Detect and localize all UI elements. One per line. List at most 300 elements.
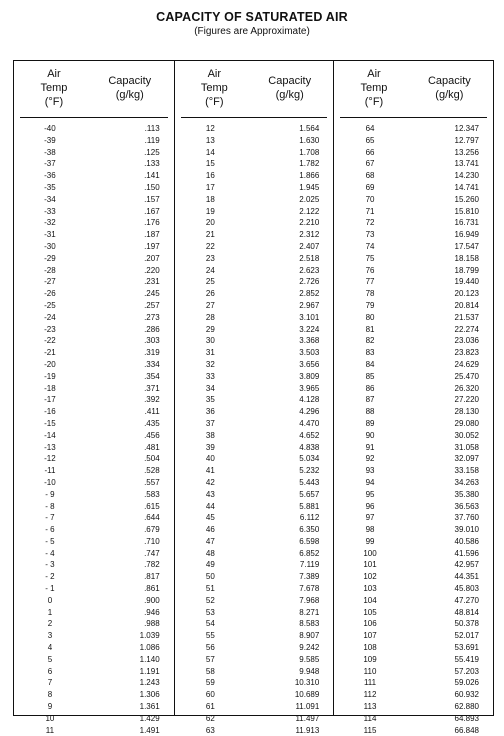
temp-cell: 62 xyxy=(205,713,215,723)
capacity-cell: 52.017 xyxy=(454,631,479,641)
temp-cell: 39 xyxy=(205,442,215,452)
table-row xyxy=(14,206,174,218)
table-row xyxy=(334,276,493,288)
capacity-cell: .528 xyxy=(144,466,160,476)
temp-cell: 16 xyxy=(205,171,215,181)
capacity-cell: 21.537 xyxy=(454,312,479,322)
temp-cell: 63 xyxy=(205,725,215,735)
temp-cell: 61 xyxy=(205,702,215,712)
table-row xyxy=(14,158,174,170)
temp-cell: 109 xyxy=(363,654,377,664)
table-row xyxy=(14,300,174,312)
capacity-cell: 17.547 xyxy=(454,241,479,251)
temp-cell: 112 xyxy=(363,690,377,700)
capacity-cell: 7.389 xyxy=(299,572,320,582)
temp-cell: -11 xyxy=(44,466,56,476)
table-row xyxy=(334,406,493,418)
capacity-cell: 47.270 xyxy=(454,595,479,605)
temp-cell: 51 xyxy=(205,584,215,594)
table-row xyxy=(334,418,493,430)
temp-cell: -17 xyxy=(44,395,56,405)
capacity-cell: 1.361 xyxy=(139,702,160,712)
capacity-cell: .900 xyxy=(144,595,160,605)
table-row xyxy=(334,371,493,383)
table-row xyxy=(334,123,493,135)
page-title: CAPACITY OF SATURATED AIR xyxy=(156,10,348,24)
capacity-cell: 30.052 xyxy=(454,430,479,440)
temp-cell: 53 xyxy=(205,607,215,617)
temp-cell: 76 xyxy=(365,265,375,275)
temp-cell: -19 xyxy=(44,371,56,381)
temp-cell: 57 xyxy=(205,654,215,664)
capacity-cell: 3.368 xyxy=(299,336,320,346)
temp-cell: 83 xyxy=(365,348,375,358)
table-row xyxy=(334,607,493,619)
temp-cell: 97 xyxy=(365,513,375,523)
capacity-cell: 2.726 xyxy=(299,277,320,287)
capacity-cell: 20.814 xyxy=(454,300,479,310)
table-row xyxy=(334,347,493,359)
capacity-cell: 31.058 xyxy=(454,442,479,452)
capacity-cell: 64.893 xyxy=(454,713,479,723)
capacity-cell: 40.586 xyxy=(454,536,479,546)
temp-cell: 9 xyxy=(47,702,53,712)
capacity-cell: 57.203 xyxy=(454,666,479,676)
temp-cell: 6 xyxy=(47,666,53,676)
temp-cell: 13 xyxy=(205,135,215,145)
temp-cell: 64 xyxy=(365,124,375,133)
temp-cell: 10 xyxy=(45,713,55,723)
temp-cell: 104 xyxy=(363,595,377,605)
temp-cell: 96 xyxy=(365,501,375,511)
temp-cell: 69 xyxy=(365,182,375,192)
temp-cell: 26 xyxy=(205,289,215,299)
capacity-cell: .245 xyxy=(144,289,160,299)
table-row xyxy=(14,194,174,206)
temp-cell: -26 xyxy=(44,289,56,299)
table-row xyxy=(175,595,334,607)
table-row xyxy=(14,170,174,182)
temp-cell: -20 xyxy=(44,359,56,369)
temp-cell: - 8 xyxy=(45,501,55,511)
capacity-cell: 5.034 xyxy=(299,454,320,464)
table-row xyxy=(14,677,174,689)
capacity-cell: 4.652 xyxy=(299,430,320,440)
table-row xyxy=(175,312,334,324)
capacity-column-header: Capacity (g/kg) xyxy=(108,75,152,101)
table-row xyxy=(334,300,493,312)
table-row xyxy=(175,359,334,371)
temp-cell: 12 xyxy=(205,124,215,133)
capacity-cell: .125 xyxy=(144,147,160,157)
capacity-cell: 10.310 xyxy=(294,678,320,688)
capacity-cell: 3.101 xyxy=(299,312,320,322)
table-row xyxy=(14,524,174,536)
capacity-cell: .113 xyxy=(144,124,160,133)
table-row xyxy=(334,253,493,265)
temp-cell: - 6 xyxy=(45,525,55,535)
table-row xyxy=(175,571,334,583)
temp-cell: 81 xyxy=(365,324,375,334)
capacity-cell: 2.623 xyxy=(299,265,320,275)
capacity-cell: 1.429 xyxy=(139,713,160,723)
capacity-column-header: Capacity (g/kg) xyxy=(268,75,312,101)
capacity-cell: .456 xyxy=(144,430,160,440)
capacity-cell: 23.036 xyxy=(454,336,479,346)
capacity-table xyxy=(13,60,494,735)
capacity-cell: 15.810 xyxy=(454,206,479,216)
table-row xyxy=(175,182,334,194)
temp-cell: 11 xyxy=(45,725,55,735)
temp-column-header: Air Temp (°F) xyxy=(40,68,68,108)
temp-cell: 40 xyxy=(205,454,215,464)
table-row xyxy=(334,595,493,607)
capacity-cell: .207 xyxy=(144,253,160,263)
temp-cell: 60 xyxy=(205,690,215,700)
table-row xyxy=(14,642,174,654)
temp-cell: 100 xyxy=(363,548,377,558)
temp-cell: 79 xyxy=(365,300,375,310)
table-row xyxy=(334,394,493,406)
capacity-cell: 1.086 xyxy=(139,643,160,653)
capacity-cell: 9.948 xyxy=(299,666,320,676)
temp-cell: 47 xyxy=(205,536,215,546)
capacity-cell: 29.080 xyxy=(454,418,479,428)
temp-cell: 27 xyxy=(205,300,215,310)
table-row xyxy=(334,501,493,513)
temp-cell: -25 xyxy=(44,300,56,310)
temp-cell: 30 xyxy=(205,336,215,346)
table-row xyxy=(175,501,334,513)
table-row xyxy=(14,477,174,489)
table-row xyxy=(334,324,493,336)
temp-cell: 0 xyxy=(47,595,53,605)
table-row xyxy=(175,406,334,418)
capacity-cell: 1.306 xyxy=(139,690,160,700)
temp-cell: 43 xyxy=(205,489,215,499)
table-row xyxy=(14,383,174,395)
capacity-cell: 8.271 xyxy=(299,607,320,617)
table-row xyxy=(175,618,334,630)
table-row xyxy=(175,430,334,442)
capacity-cell: .303 xyxy=(144,336,160,346)
table-row xyxy=(334,489,493,501)
capacity-cell: 10.689 xyxy=(294,690,320,700)
capacity-cell: 26.320 xyxy=(454,383,479,393)
temp-cell: 42 xyxy=(205,477,215,487)
temp-cell: - 3 xyxy=(45,560,55,570)
table-row xyxy=(14,536,174,548)
capacity-cell: .504 xyxy=(144,454,160,464)
temp-cell: 8 xyxy=(47,690,53,700)
table-row xyxy=(175,324,334,336)
table-row xyxy=(14,288,174,300)
capacity-cell: 3.224 xyxy=(299,324,320,334)
table-row xyxy=(175,335,334,347)
table-row xyxy=(14,276,174,288)
capacity-cell: 18.158 xyxy=(454,253,479,263)
temp-cell: -37 xyxy=(44,159,56,169)
table-group-1 xyxy=(14,61,174,735)
capacity-cell: 28.130 xyxy=(454,407,479,417)
temp-cell: 3 xyxy=(47,631,53,641)
capacity-cell: 41.596 xyxy=(454,548,479,558)
table-row xyxy=(14,583,174,595)
table-row xyxy=(14,489,174,501)
temp-cell: 1 xyxy=(47,607,53,617)
capacity-cell: 2.312 xyxy=(299,230,320,240)
capacity-cell: 1.191 xyxy=(139,666,160,676)
temp-cell: -39 xyxy=(44,135,56,145)
temp-cell: 17 xyxy=(205,182,215,192)
table-row xyxy=(175,288,334,300)
temp-cell: -34 xyxy=(44,194,56,204)
temp-cell: 22 xyxy=(205,241,215,251)
capacity-cell: 23.823 xyxy=(454,348,479,358)
table-row xyxy=(14,123,174,135)
table-row xyxy=(175,453,334,465)
temp-cell: -23 xyxy=(44,324,56,334)
temp-cell: 68 xyxy=(365,171,375,181)
temp-cell: 14 xyxy=(205,147,215,157)
temp-cell: 95 xyxy=(365,489,375,499)
temp-cell: -33 xyxy=(44,206,56,216)
capacity-cell: .679 xyxy=(144,525,160,535)
table-row xyxy=(175,394,334,406)
capacity-cell: 25.470 xyxy=(454,371,479,381)
table-row xyxy=(14,135,174,147)
table-row xyxy=(334,477,493,489)
table-row xyxy=(14,324,174,336)
capacity-cell: 3.809 xyxy=(299,371,320,381)
table-row xyxy=(175,158,334,170)
table-row xyxy=(14,217,174,229)
table-row xyxy=(175,701,334,713)
capacity-cell: .167 xyxy=(144,206,160,216)
capacity-cell: 4.838 xyxy=(299,442,320,452)
capacity-cell: 22.274 xyxy=(454,324,479,334)
table-rows xyxy=(175,123,334,736)
table-row xyxy=(334,288,493,300)
capacity-cell: 20.123 xyxy=(454,289,479,299)
group-header xyxy=(175,61,334,117)
capacity-cell: 11.497 xyxy=(295,713,320,723)
temp-cell: -14 xyxy=(44,430,56,440)
capacity-cell: 16.731 xyxy=(454,218,479,228)
capacity-cell: 8.907 xyxy=(299,631,320,641)
table-row xyxy=(334,229,493,241)
temp-cell: 110 xyxy=(363,666,377,676)
capacity-cell: .782 xyxy=(144,560,160,570)
capacity-cell: 2.967 xyxy=(299,300,320,310)
temp-cell: 65 xyxy=(365,135,375,145)
table-row xyxy=(334,442,493,454)
table-row xyxy=(14,347,174,359)
temp-cell: 71 xyxy=(365,206,375,216)
temp-cell: 93 xyxy=(365,466,375,476)
temp-cell: 48 xyxy=(205,548,215,558)
temp-column-header: Air Temp (°F) xyxy=(200,68,228,108)
table-row xyxy=(334,158,493,170)
table-row xyxy=(334,512,493,524)
temp-cell: 34 xyxy=(205,383,215,393)
table-row xyxy=(334,630,493,642)
capacity-cell: .644 xyxy=(144,513,160,523)
capacity-cell: 4.296 xyxy=(299,407,320,417)
table-row xyxy=(334,725,493,736)
table-row xyxy=(14,442,174,454)
temp-cell: 99 xyxy=(365,536,375,546)
table-row xyxy=(175,217,334,229)
capacity-cell: 9.585 xyxy=(299,654,320,664)
capacity-cell: .157 xyxy=(144,194,160,204)
temp-cell: 55 xyxy=(205,631,215,641)
table-row xyxy=(175,123,334,135)
capacity-cell: 3.965 xyxy=(299,383,320,393)
temp-cell: -32 xyxy=(44,218,56,228)
capacity-column-header: Capacity (g/kg) xyxy=(427,75,471,101)
temp-cell: 29 xyxy=(205,324,215,334)
temp-cell: -38 xyxy=(44,147,56,157)
capacity-cell: 6.112 xyxy=(299,513,320,523)
table-row xyxy=(334,170,493,182)
table-row xyxy=(175,713,334,725)
table-row xyxy=(334,430,493,442)
table-row xyxy=(175,477,334,489)
capacity-cell: .615 xyxy=(144,501,160,511)
temp-cell: -10 xyxy=(44,477,56,487)
capacity-cell: 27.220 xyxy=(454,395,479,405)
temp-cell: 28 xyxy=(205,312,215,322)
capacity-cell: 1.866 xyxy=(299,171,320,181)
temp-cell: -22 xyxy=(44,336,56,346)
temp-cell: - 9 xyxy=(45,489,55,499)
capacity-cell: 1.039 xyxy=(139,631,160,641)
temp-cell: 87 xyxy=(365,395,375,405)
temp-cell: 78 xyxy=(365,289,375,299)
capacity-cell: 8.583 xyxy=(299,619,320,629)
temp-cell: 21 xyxy=(205,230,215,240)
table-row xyxy=(14,253,174,265)
capacity-cell: 1.782 xyxy=(299,159,320,169)
temp-cell: 114 xyxy=(363,713,377,723)
capacity-cell: .371 xyxy=(144,383,160,393)
temp-cell: -12 xyxy=(44,454,56,464)
capacity-cell: .286 xyxy=(144,324,160,334)
table-row xyxy=(14,548,174,560)
temp-cell: -16 xyxy=(44,407,56,417)
table-row xyxy=(14,713,174,725)
table-row xyxy=(175,642,334,654)
temp-cell: 98 xyxy=(365,525,375,535)
table-row xyxy=(14,666,174,678)
table-row xyxy=(334,713,493,725)
capacity-cell: 7.968 xyxy=(299,595,320,605)
temp-cell: 36 xyxy=(205,407,215,417)
table-row xyxy=(334,701,493,713)
capacity-cell: .583 xyxy=(144,489,160,499)
temp-cell: -24 xyxy=(44,312,56,322)
table-row xyxy=(334,312,493,324)
temp-cell: -15 xyxy=(44,418,56,428)
capacity-cell: 13.741 xyxy=(454,159,479,169)
temp-cell: 88 xyxy=(365,407,375,417)
temp-column-header: Air Temp (°F) xyxy=(360,68,388,108)
capacity-cell: .481 xyxy=(144,442,160,452)
capacity-cell: .747 xyxy=(144,548,160,558)
temp-cell: -29 xyxy=(44,253,56,263)
table-group-2 xyxy=(174,61,334,735)
table-row xyxy=(175,383,334,395)
temp-cell: 66 xyxy=(365,147,375,157)
table-row xyxy=(14,371,174,383)
header-divider xyxy=(340,117,487,118)
capacity-cell: 62.880 xyxy=(454,702,479,712)
table-row xyxy=(14,559,174,571)
capacity-cell: 6.852 xyxy=(299,548,320,558)
table-row xyxy=(334,666,493,678)
table-row xyxy=(14,453,174,465)
temp-cell: 102 xyxy=(363,572,377,582)
table-row xyxy=(14,394,174,406)
table-row xyxy=(175,512,334,524)
table-row xyxy=(175,276,334,288)
temp-cell: 24 xyxy=(205,265,215,275)
capacity-cell: 5.232 xyxy=(299,466,320,476)
temp-cell: -21 xyxy=(44,348,56,358)
temp-cell: 44 xyxy=(205,501,215,511)
capacity-cell: 11.913 xyxy=(295,725,320,735)
temp-cell: 106 xyxy=(363,619,377,629)
table-row xyxy=(14,312,174,324)
temp-cell: 7 xyxy=(47,678,53,688)
table-row xyxy=(175,725,334,736)
table-row xyxy=(175,371,334,383)
table-row xyxy=(334,548,493,560)
table-row xyxy=(334,206,493,218)
capacity-cell: 6.350 xyxy=(299,525,320,535)
temp-cell: 37 xyxy=(205,418,215,428)
table-row xyxy=(175,194,334,206)
table-row xyxy=(14,359,174,371)
capacity-cell: .817 xyxy=(144,572,160,582)
temp-cell: -36 xyxy=(44,171,56,181)
temp-cell: 45 xyxy=(205,513,215,523)
table-rows xyxy=(334,123,493,736)
table-row xyxy=(175,465,334,477)
temp-cell: 111 xyxy=(363,678,377,688)
temp-cell: -30 xyxy=(44,241,56,251)
capacity-cell: .197 xyxy=(144,241,160,251)
capacity-cell: 14.741 xyxy=(454,182,479,192)
temp-cell: 86 xyxy=(365,383,375,393)
table-row xyxy=(334,571,493,583)
temp-cell: -18 xyxy=(44,383,56,393)
table-row xyxy=(334,524,493,536)
temp-cell: - 7 xyxy=(45,513,55,523)
temp-cell: 94 xyxy=(365,477,375,487)
table-row xyxy=(175,147,334,159)
table-row xyxy=(14,147,174,159)
temp-cell: 20 xyxy=(205,218,215,228)
capacity-cell: .354 xyxy=(144,371,160,381)
table-row xyxy=(175,347,334,359)
temp-cell: 18 xyxy=(205,194,215,204)
table-row xyxy=(175,677,334,689)
group-header xyxy=(14,61,174,117)
capacity-cell: .392 xyxy=(144,395,160,405)
temp-cell: -31 xyxy=(44,230,56,240)
